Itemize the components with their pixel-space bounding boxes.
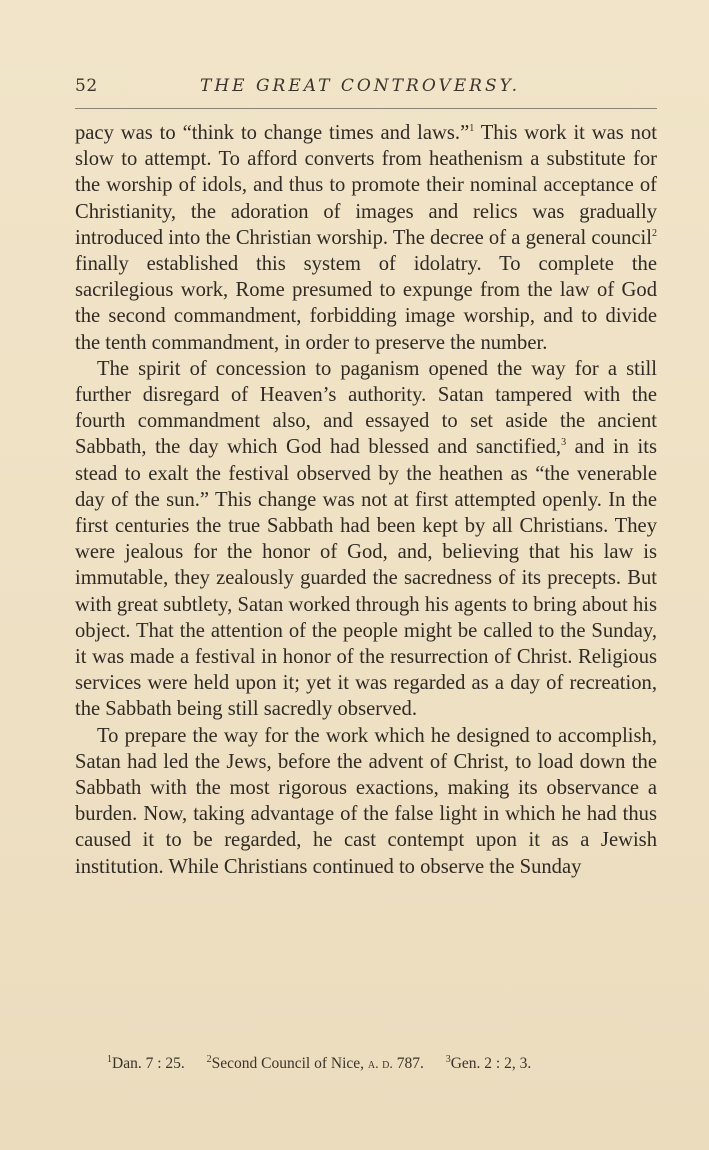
page-header xyxy=(75,76,657,102)
footnote-text: Gen. 2 : 2, 3. xyxy=(450,1055,532,1072)
footnote-mark: 2 xyxy=(206,1053,212,1065)
footnote-text: 787. xyxy=(392,1055,424,1072)
running-title: THE GREAT CONTROVERSY. xyxy=(200,76,521,96)
footnotes xyxy=(107,1055,667,1073)
text-run: finally established this system of idolatry. To complete the sacrilegious work, Rome presumed to expunge from the law of God the second commandment, forbidding image worship, and to divide the tenth commandment, in order to preserve the number. xyxy=(75,253,657,354)
footnote-text: a. d. xyxy=(367,1057,393,1072)
footnote-mark: 3 xyxy=(445,1053,451,1065)
footnote-ref-2: 2 xyxy=(652,227,657,239)
footnote-ref-3: 3 xyxy=(561,437,567,449)
page-number: 52 xyxy=(75,76,98,96)
footnote-2 xyxy=(207,1055,424,1073)
paragraph xyxy=(75,120,657,356)
footnote-3 xyxy=(446,1055,532,1073)
text-run: To prepare the way for the work which he designed to accomplish, Satan had led the Jews, before the advent of Christ, to load down the Sabbath with the most rigorous exactions, making its observance a burden. Now, taking advantage of the false light in which he had thus caused it to be regarded, he cast contempt upon it as a Jewish institution. While Christians continued to observe the Sunday xyxy=(75,724,657,878)
footnote-text: Dan. 7 : 25. xyxy=(112,1055,185,1072)
body-text xyxy=(75,120,657,880)
text-run: This work it was not slow to attempt. To afford converts from heathenism a substitute for the worship of idols, and thus to promote their nominal acceptance of Christianity, the adoration of images and relics was gradually introduced into the Christian worship. The decree of a general council xyxy=(75,122,658,249)
paragraph xyxy=(75,723,657,880)
footnote-1 xyxy=(107,1055,185,1073)
footnote-ref-1: 1 xyxy=(469,123,475,135)
footnote-mark: 1 xyxy=(107,1053,112,1065)
header-rule xyxy=(75,108,657,109)
paragraph xyxy=(75,356,657,723)
text-run: pacy was to “think to change times and laws.” xyxy=(75,122,470,144)
text-run: and in its stead to exalt the festival observed by the heathen as “the venerable day of the sun.” This change was not at first attempted openly. In the first centuries the true Sabbath had been kept by all Christians. They were jealous for the honor of God, and, believing that his law is immutable, they zealously guarded the sacredness of its precepts. But with great subtlety, Satan worked through his agents to bring about his object. That the attention of the people might be called to the Sunday, it was made a festival in honor of the resurrection of Christ. Religious services were held upon it; yet it was regarded as a day of recreation, the Sabbath being still sacredly observed. xyxy=(75,436,657,721)
text-run: The spirit of concession to paganism opened the way for a still further disregard of Heaven’s authority. Satan tampered with the fourth commandment also, and essayed to set aside the ancient Sabbath, the day which God had blessed and sanctified, xyxy=(75,357,657,459)
footnote-text: Second Council of Nice, xyxy=(211,1055,368,1072)
